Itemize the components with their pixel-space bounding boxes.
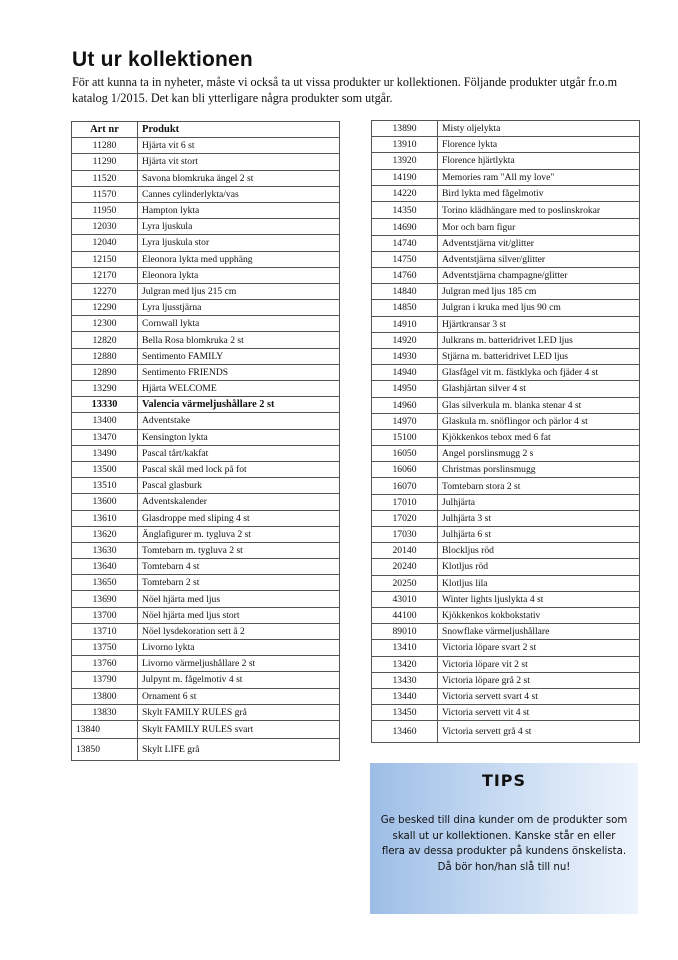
art-nr-header: Art nr bbox=[72, 122, 138, 138]
product-name-cell: Julhjärta 6 st bbox=[438, 527, 640, 543]
art-nr-cell: 14750 bbox=[372, 251, 438, 267]
product-name-cell: Victoria löpare grå 2 st bbox=[438, 672, 640, 688]
table-row bbox=[372, 494, 640, 510]
table-row bbox=[72, 640, 340, 656]
product-name-cell: Hampton lykta bbox=[138, 202, 340, 218]
table-row bbox=[72, 138, 340, 154]
art-nr-cell: 17020 bbox=[372, 510, 438, 526]
art-nr-cell: 14970 bbox=[372, 413, 438, 429]
product-name-cell: Kjökkenkos tebox med 6 fat bbox=[438, 429, 640, 445]
table-row bbox=[72, 170, 340, 186]
art-nr-cell: 13330 bbox=[72, 397, 138, 413]
product-name-cell: Nöel hjärta med ljus stort bbox=[138, 607, 340, 623]
table-row bbox=[372, 365, 640, 381]
art-nr-cell: 13830 bbox=[72, 704, 138, 720]
art-nr-cell: 13800 bbox=[72, 688, 138, 704]
product-name-cell: Tomtebarn m. tygluva 2 st bbox=[138, 542, 340, 558]
art-nr-cell: 13500 bbox=[72, 461, 138, 477]
art-nr-cell: 13920 bbox=[372, 153, 438, 169]
product-name-cell: Adventskalender bbox=[138, 494, 340, 510]
table-row bbox=[372, 721, 640, 743]
product-name-cell: Pascal skål med lock på fot bbox=[138, 461, 340, 477]
product-name-cell: Adventstjärna silver/glitter bbox=[438, 251, 640, 267]
art-nr-cell: 14760 bbox=[372, 268, 438, 284]
art-nr-cell: 44100 bbox=[372, 607, 438, 623]
right-table-body bbox=[372, 121, 640, 743]
tips-box bbox=[370, 763, 638, 914]
product-name-cell: Cannes cylinderlykta/vas bbox=[138, 186, 340, 202]
art-nr-cell: 14940 bbox=[372, 365, 438, 381]
art-nr-cell: 12300 bbox=[72, 316, 138, 332]
product-name-cell: Kensington lykta bbox=[138, 429, 340, 445]
art-nr-cell: 14850 bbox=[372, 300, 438, 316]
product-name-cell: Victoria servett svart 4 st bbox=[438, 688, 640, 704]
table-row bbox=[72, 559, 340, 575]
table-row bbox=[372, 446, 640, 462]
art-nr-cell: 13910 bbox=[372, 137, 438, 153]
art-nr-cell: 43010 bbox=[372, 591, 438, 607]
product-name-cell: Bella Rosa blomkruka 2 st bbox=[138, 332, 340, 348]
product-name-cell: Memories ram "All my love" bbox=[438, 169, 640, 185]
produkt-header: Produkt bbox=[138, 122, 340, 138]
product-name-cell: Mor och barn figur bbox=[438, 219, 640, 235]
product-name-cell: Adventstjärna vit/glitter bbox=[438, 235, 640, 251]
product-name-cell: Tomtebarn stora 2 st bbox=[438, 478, 640, 494]
art-nr-cell: 13710 bbox=[72, 623, 138, 639]
art-nr-cell: 13600 bbox=[72, 494, 138, 510]
product-name-cell: Klotljus röd bbox=[438, 559, 640, 575]
table-row bbox=[72, 542, 340, 558]
art-nr-cell: 17030 bbox=[372, 527, 438, 543]
art-nr-cell: 14690 bbox=[372, 219, 438, 235]
art-nr-cell: 11950 bbox=[72, 202, 138, 218]
table-row bbox=[372, 624, 640, 640]
art-nr-cell: 13750 bbox=[72, 640, 138, 656]
art-nr-cell: 12890 bbox=[72, 364, 138, 380]
product-name-cell: Winter lights ljuslykta 4 st bbox=[438, 591, 640, 607]
art-nr-cell: 12150 bbox=[72, 251, 138, 267]
art-nr-cell: 13630 bbox=[72, 542, 138, 558]
right-product-table bbox=[371, 120, 640, 743]
art-nr-cell: 14960 bbox=[372, 397, 438, 413]
table-row bbox=[372, 575, 640, 591]
art-nr-cell: 12820 bbox=[72, 332, 138, 348]
table-row bbox=[72, 478, 340, 494]
product-name-cell: Savona blomkruka ängel 2 st bbox=[138, 170, 340, 186]
product-name-cell: Torino klädhängare med to poslinskrokar bbox=[438, 201, 640, 219]
product-name-cell: Hjärta WELCOME bbox=[138, 381, 340, 397]
product-name-cell: Glasdroppe med sliping 4 st bbox=[138, 510, 340, 526]
product-name-cell: Skylt FAMILY RULES svart bbox=[138, 720, 340, 738]
table-row bbox=[72, 704, 340, 720]
table-row bbox=[372, 688, 640, 704]
product-name-cell: Lyra ljusstjärna bbox=[138, 300, 340, 316]
art-nr-cell: 13760 bbox=[72, 656, 138, 672]
art-nr-cell: 13490 bbox=[72, 445, 138, 461]
art-nr-cell: 20140 bbox=[372, 543, 438, 559]
table-row bbox=[72, 494, 340, 510]
art-nr-cell: 13840 bbox=[72, 720, 138, 738]
product-name-cell: Victoria servett grå 4 st bbox=[438, 721, 640, 743]
table-row bbox=[72, 445, 340, 461]
table-row bbox=[372, 201, 640, 219]
art-nr-cell: 13510 bbox=[72, 478, 138, 494]
table-row bbox=[372, 185, 640, 201]
table-row bbox=[372, 137, 640, 153]
art-nr-cell: 12880 bbox=[72, 348, 138, 364]
table-row bbox=[372, 268, 640, 284]
art-nr-cell: 17010 bbox=[372, 494, 438, 510]
product-name-cell: Victoria löpare svart 2 st bbox=[438, 640, 640, 656]
product-name-cell: Misty oljelykta bbox=[438, 121, 640, 137]
art-nr-cell: 13440 bbox=[372, 688, 438, 704]
product-name-cell: Julpynt m. fågelmotiv 4 st bbox=[138, 672, 340, 688]
product-name-cell: Victoria löpare vit 2 st bbox=[438, 656, 640, 672]
table-row bbox=[72, 364, 340, 380]
table-row bbox=[72, 283, 340, 299]
table-row bbox=[372, 300, 640, 316]
product-name-cell: Julgran med ljus 185 cm bbox=[438, 284, 640, 300]
art-nr-cell: 13430 bbox=[372, 672, 438, 688]
product-name-cell: Eleonora lykta bbox=[138, 267, 340, 283]
art-nr-cell: 12270 bbox=[72, 283, 138, 299]
table-row bbox=[72, 267, 340, 283]
table-row bbox=[72, 219, 340, 235]
table-row bbox=[72, 316, 340, 332]
art-nr-cell: 16050 bbox=[372, 446, 438, 462]
art-nr-cell: 12030 bbox=[72, 219, 138, 235]
product-name-cell: Cornwall lykta bbox=[138, 316, 340, 332]
art-nr-cell: 13460 bbox=[372, 721, 438, 743]
table-row bbox=[372, 656, 640, 672]
table-row bbox=[72, 154, 340, 170]
table-row bbox=[372, 429, 640, 445]
table-row bbox=[72, 607, 340, 623]
table-row bbox=[72, 688, 340, 704]
art-nr-cell: 13890 bbox=[372, 121, 438, 137]
table-row bbox=[372, 705, 640, 721]
table-row bbox=[372, 316, 640, 332]
product-name-cell: Hjärta vit 6 st bbox=[138, 138, 340, 154]
product-name-cell: Eleonora lykta med upphäng bbox=[138, 251, 340, 267]
art-nr-cell: 14740 bbox=[372, 235, 438, 251]
art-nr-cell: 13620 bbox=[72, 526, 138, 542]
art-nr-cell: 14920 bbox=[372, 332, 438, 348]
art-nr-cell: 13470 bbox=[72, 429, 138, 445]
product-name-cell: Änglafigurer m. tygluva 2 st bbox=[138, 526, 340, 542]
art-nr-cell: 89010 bbox=[372, 624, 438, 640]
table-row bbox=[372, 672, 640, 688]
product-name-cell: Valencia värmeljushållare 2 st bbox=[138, 397, 340, 413]
product-name-cell: Glasfågel vit m. fästklyka och fjäder 4 st bbox=[438, 365, 640, 381]
product-name-cell: Pascal glasburk bbox=[138, 478, 340, 494]
table-row bbox=[372, 251, 640, 267]
table-row bbox=[72, 623, 340, 639]
table-row bbox=[72, 656, 340, 672]
product-name-cell: Christmas porslinsmugg bbox=[438, 462, 640, 478]
product-name-cell: Julgran i kruka med ljus 90 cm bbox=[438, 300, 640, 316]
product-name-cell: Sentimento FRIENDS bbox=[138, 364, 340, 380]
product-name-cell: Hjärtkransar 3 st bbox=[438, 316, 640, 332]
table-row bbox=[72, 300, 340, 316]
table-row bbox=[72, 461, 340, 477]
product-name-cell: Lyra ljuskula stor bbox=[138, 235, 340, 251]
art-nr-cell: 11570 bbox=[72, 186, 138, 202]
table-row bbox=[372, 235, 640, 251]
art-nr-cell: 14950 bbox=[372, 381, 438, 397]
table-row bbox=[372, 219, 640, 235]
table-row bbox=[72, 672, 340, 688]
table-row bbox=[72, 348, 340, 364]
table-row bbox=[72, 397, 340, 413]
art-nr-cell: 12290 bbox=[72, 300, 138, 316]
art-nr-cell: 13400 bbox=[72, 413, 138, 429]
product-name-cell: Hjärta vit stort bbox=[138, 154, 340, 170]
table-row bbox=[372, 510, 640, 526]
page-title: Ut ur kollektionen bbox=[72, 48, 253, 71]
product-name-cell: Julhjärta bbox=[438, 494, 640, 510]
art-nr-cell: 14220 bbox=[372, 185, 438, 201]
product-name-cell: Skylt FAMILY RULES grå bbox=[138, 704, 340, 720]
art-nr-cell: 16070 bbox=[372, 478, 438, 494]
art-nr-cell: 14840 bbox=[372, 284, 438, 300]
product-name-cell: Julhjärta 3 st bbox=[438, 510, 640, 526]
table-row bbox=[372, 413, 640, 429]
art-nr-cell: 13700 bbox=[72, 607, 138, 623]
product-name-cell: Julgran med ljus 215 cm bbox=[138, 283, 340, 299]
product-name-cell: Stjärna m. batteridrivet LED ljus bbox=[438, 348, 640, 364]
product-name-cell: Sentimento FAMILY bbox=[138, 348, 340, 364]
table-row bbox=[372, 381, 640, 397]
table-row bbox=[72, 738, 340, 760]
table-row bbox=[372, 397, 640, 413]
art-nr-cell: 13420 bbox=[372, 656, 438, 672]
product-name-cell: Bird lykta med fågelmotiv bbox=[438, 185, 640, 201]
table-row bbox=[72, 510, 340, 526]
table-row bbox=[72, 202, 340, 218]
art-nr-cell: 15100 bbox=[372, 429, 438, 445]
table-row bbox=[372, 348, 640, 364]
art-nr-cell: 20240 bbox=[372, 559, 438, 575]
table-row bbox=[72, 186, 340, 202]
table-row bbox=[372, 284, 640, 300]
product-name-cell: Nöel lysdekoration sett å 2 bbox=[138, 623, 340, 639]
art-nr-cell: 13690 bbox=[72, 591, 138, 607]
table-header-row bbox=[72, 122, 340, 138]
product-name-cell: Livorno lykta bbox=[138, 640, 340, 656]
product-name-cell: Julkrans m. batteridrivet LED ljus bbox=[438, 332, 640, 348]
product-name-cell: Nöel hjärta med ljus bbox=[138, 591, 340, 607]
product-name-cell: Kjökkenkos kokbokstativ bbox=[438, 607, 640, 623]
table-row bbox=[72, 235, 340, 251]
product-name-cell: Glashjärtan silver 4 st bbox=[438, 381, 640, 397]
product-name-cell: Tomtebarn 2 st bbox=[138, 575, 340, 591]
product-name-cell: Glas silverkula m. blanka stenar 4 st bbox=[438, 397, 640, 413]
table-row bbox=[72, 413, 340, 429]
table-row bbox=[372, 121, 640, 137]
table-row bbox=[372, 559, 640, 575]
table-row bbox=[372, 543, 640, 559]
art-nr-cell: 11280 bbox=[72, 138, 138, 154]
table-row bbox=[372, 169, 640, 185]
table-row bbox=[372, 640, 640, 656]
table-row bbox=[72, 591, 340, 607]
table-row bbox=[372, 462, 640, 478]
table-row bbox=[72, 429, 340, 445]
product-name-cell: Blockljus röd bbox=[438, 543, 640, 559]
art-nr-cell: 13850 bbox=[72, 738, 138, 760]
art-nr-cell: 13410 bbox=[372, 640, 438, 656]
product-name-cell: Victoria servett vit 4 st bbox=[438, 705, 640, 721]
table-row bbox=[72, 526, 340, 542]
table-row bbox=[372, 591, 640, 607]
table-row bbox=[72, 575, 340, 591]
product-name-cell: Livorno värmeljushållare 2 st bbox=[138, 656, 340, 672]
art-nr-cell: 13790 bbox=[72, 672, 138, 688]
product-name-cell: Tomtebarn 4 st bbox=[138, 559, 340, 575]
product-name-cell: Angel porslinsmugg 2 s bbox=[438, 446, 640, 462]
art-nr-cell: 13640 bbox=[72, 559, 138, 575]
art-nr-cell: 13610 bbox=[72, 510, 138, 526]
product-name-cell: Adventstjärna champagne/glitter bbox=[438, 268, 640, 284]
tips-text: Ge besked till dina kunder om de produkter som skall ut ur kollektionen. Kanske står en eller flera av dessa produkter på kundens önskelista. Då bör hon/han slå till nu! bbox=[380, 815, 628, 873]
left-table-body bbox=[72, 138, 340, 761]
product-name-cell: Florence lykta bbox=[438, 137, 640, 153]
intro-text: För att kunna ta in nyheter, måste vi också ta ut vissa produkter ur kollektionen. Följande produkter utgår fr.o.m katalog 1/2015. Det kan bli ytterligare några produkter som utgår. bbox=[72, 75, 618, 105]
art-nr-cell: 13650 bbox=[72, 575, 138, 591]
tips-title: TIPS bbox=[481, 771, 527, 790]
left-product-table bbox=[71, 121, 340, 761]
product-name-cell: Snowflake värmeljushållare bbox=[438, 624, 640, 640]
table-row bbox=[372, 607, 640, 623]
art-nr-cell: 13450 bbox=[372, 705, 438, 721]
art-nr-cell: 11290 bbox=[72, 154, 138, 170]
product-name-cell: Klotljus lila bbox=[438, 575, 640, 591]
table-row bbox=[72, 251, 340, 267]
table-row bbox=[72, 332, 340, 348]
product-name-cell: Skylt LIFE grå bbox=[138, 738, 340, 760]
table-row bbox=[372, 527, 640, 543]
table-row bbox=[372, 478, 640, 494]
art-nr-cell: 13290 bbox=[72, 381, 138, 397]
art-nr-cell: 16060 bbox=[372, 462, 438, 478]
product-name-cell: Lyra ljuskula bbox=[138, 219, 340, 235]
art-nr-cell: 12040 bbox=[72, 235, 138, 251]
art-nr-cell: 14350 bbox=[372, 201, 438, 219]
product-name-cell: Glaskula m. snöflingor och pärlor 4 st bbox=[438, 413, 640, 429]
product-name-cell: Florence hjärtlykta bbox=[438, 153, 640, 169]
art-nr-cell: 14930 bbox=[372, 348, 438, 364]
art-nr-cell: 11520 bbox=[72, 170, 138, 186]
table-row bbox=[372, 332, 640, 348]
art-nr-cell: 12170 bbox=[72, 267, 138, 283]
art-nr-cell: 20250 bbox=[372, 575, 438, 591]
product-name-cell: Pascal tårt/kakfat bbox=[138, 445, 340, 461]
table-row bbox=[372, 153, 640, 169]
product-name-cell: Ornament 6 st bbox=[138, 688, 340, 704]
table-row bbox=[72, 381, 340, 397]
art-nr-cell: 14910 bbox=[372, 316, 438, 332]
product-name-cell: Adventstake bbox=[138, 413, 340, 429]
table-row bbox=[72, 720, 340, 738]
art-nr-cell: 14190 bbox=[372, 169, 438, 185]
